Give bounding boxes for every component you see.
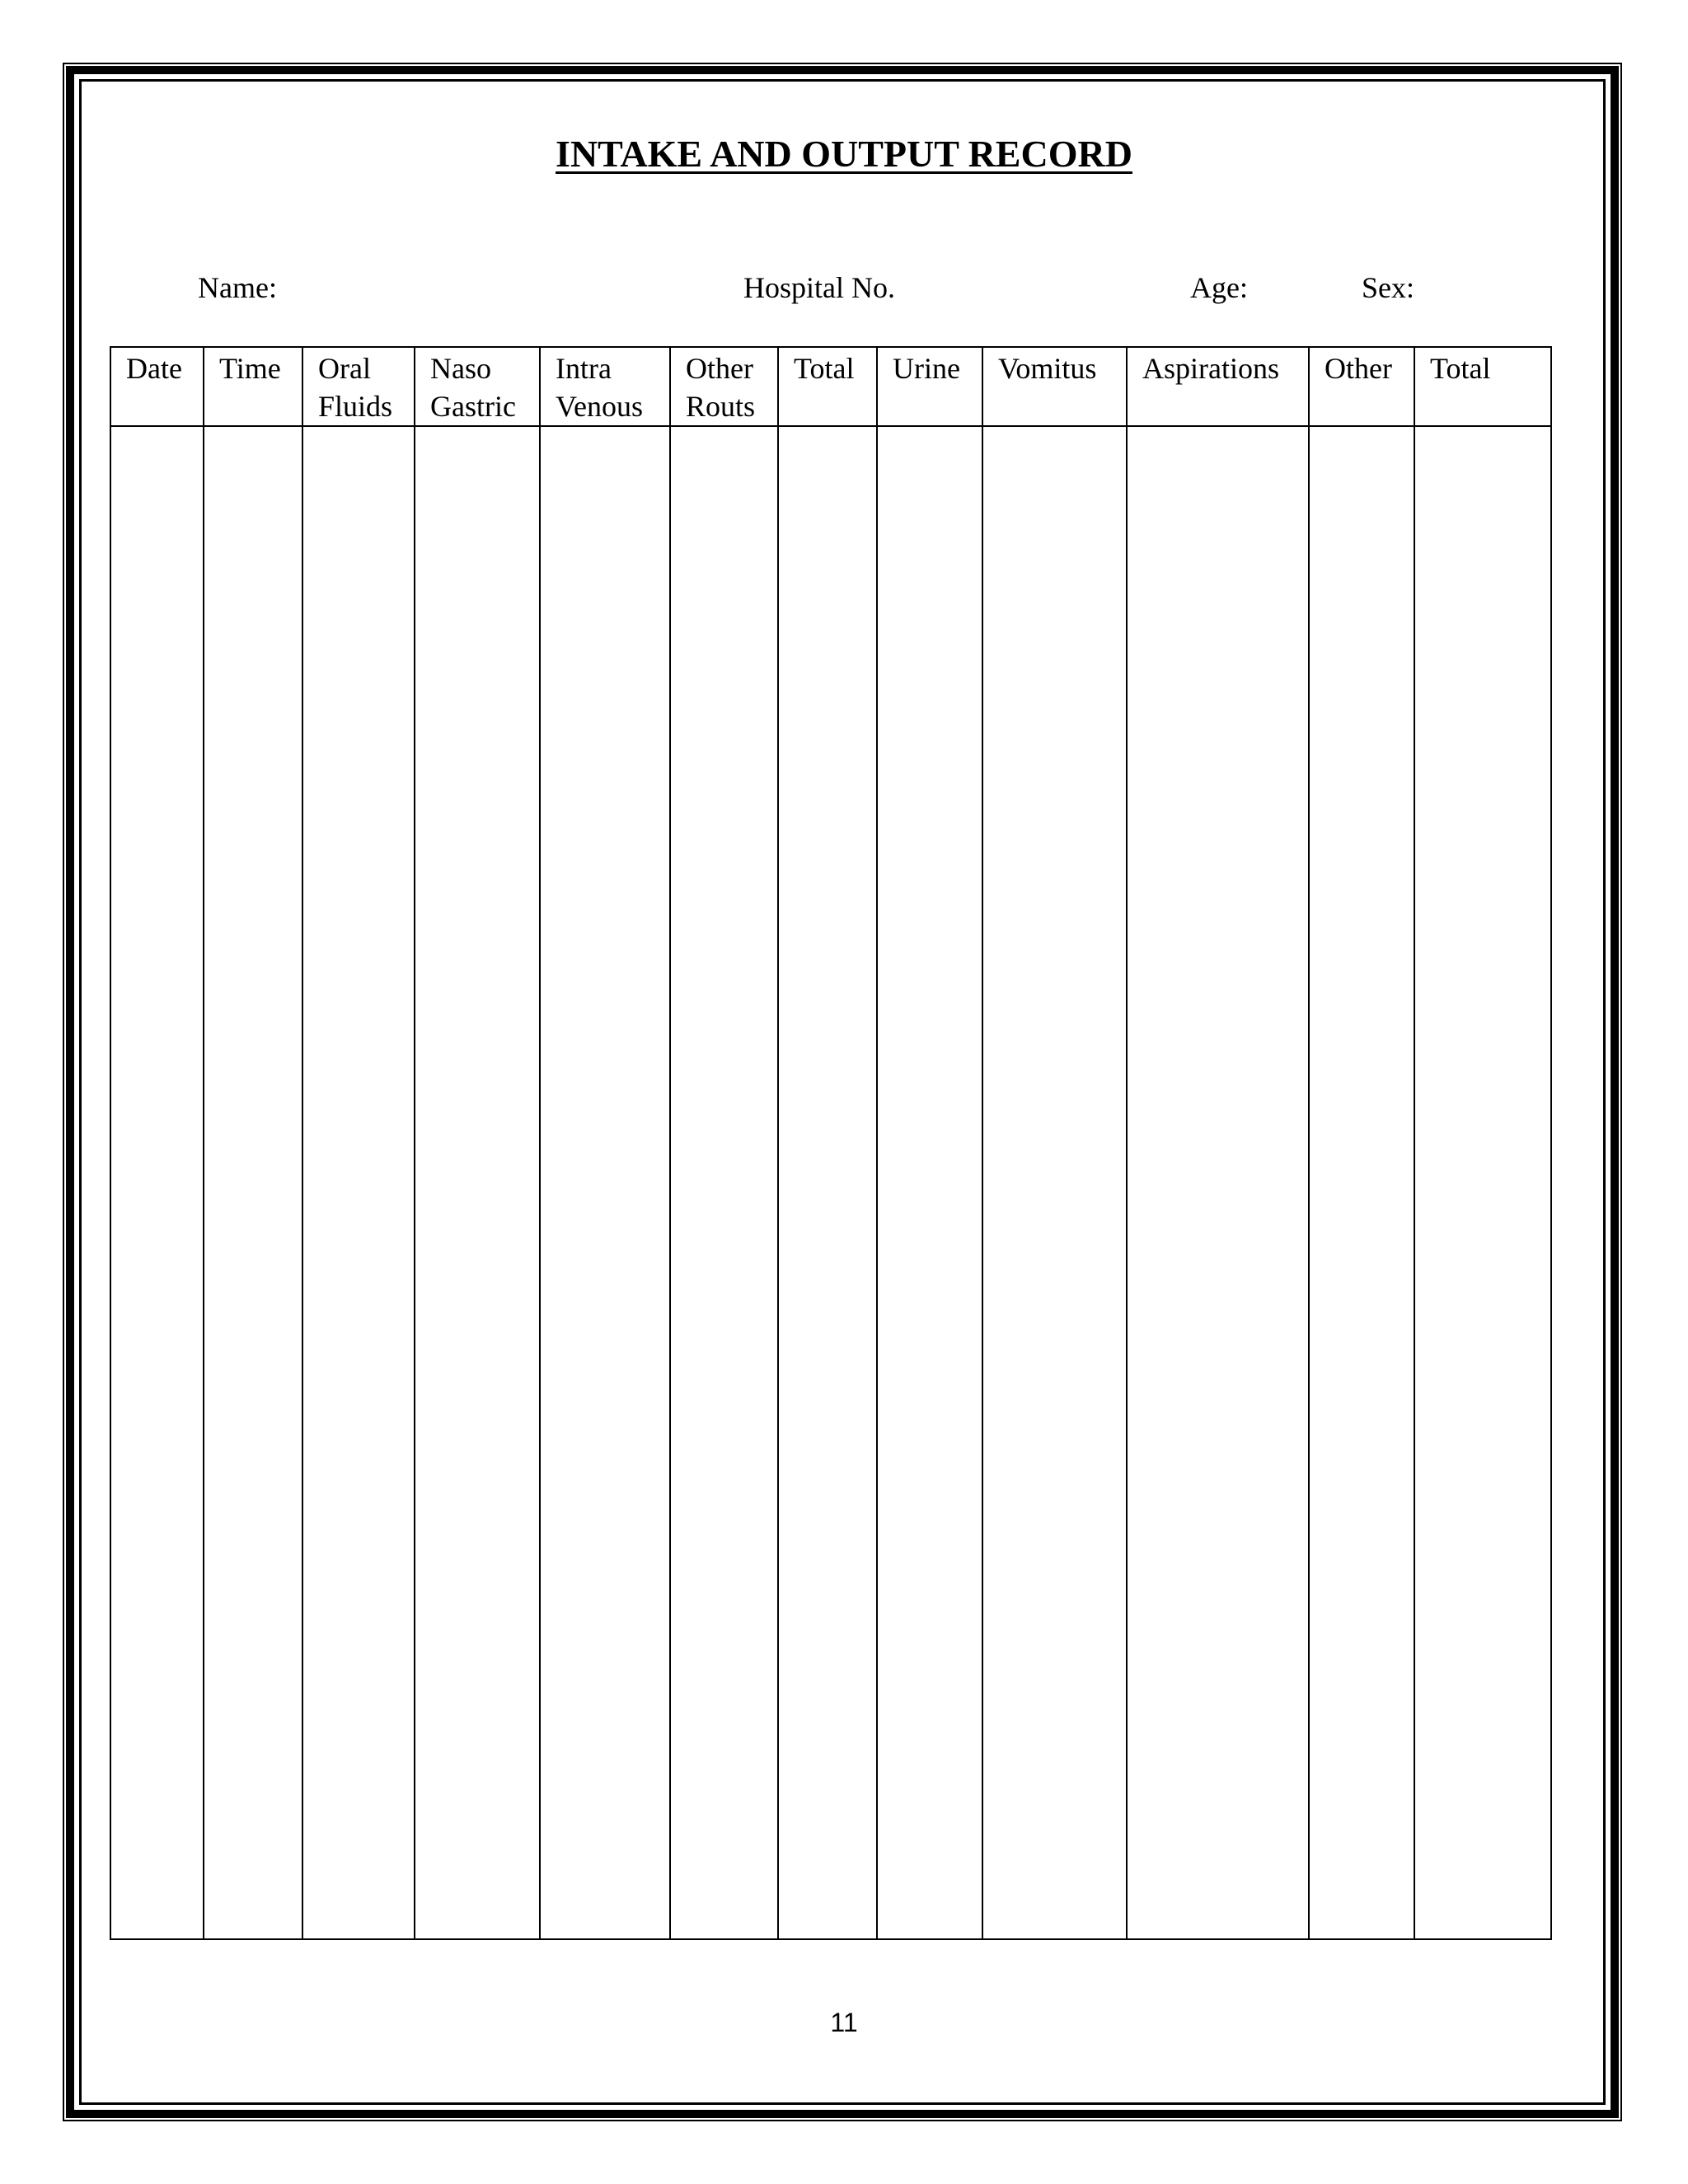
hospital-no-label: Hospital No. xyxy=(743,271,895,304)
column-header-oral-fluids: Oral Fluids xyxy=(302,347,415,426)
table-header-row xyxy=(110,347,1551,426)
column-header-other-output: Other xyxy=(1309,347,1414,426)
name-label: Name: xyxy=(198,271,277,304)
cell-intake-total[interactable] xyxy=(778,426,877,1939)
column-header-output-total: Total xyxy=(1414,347,1551,426)
cell-vomitus[interactable] xyxy=(982,426,1127,1939)
cell-other-routs[interactable] xyxy=(670,426,778,1939)
cell-urine[interactable] xyxy=(877,426,982,1939)
cell-date[interactable] xyxy=(110,426,204,1939)
column-header-intra-venous: Intra Venous xyxy=(540,347,670,426)
age-label: Age: xyxy=(1190,271,1248,304)
cell-naso-gastric[interactable] xyxy=(415,426,540,1939)
cell-output-total[interactable] xyxy=(1414,426,1551,1939)
table-row xyxy=(110,426,1551,1939)
intake-output-table xyxy=(110,346,1552,1940)
cell-oral-fluids[interactable] xyxy=(302,426,415,1939)
column-header-other-routs: Other Routs xyxy=(670,347,778,426)
column-header-vomitus: Vomitus xyxy=(982,347,1127,426)
cell-aspirations[interactable] xyxy=(1127,426,1309,1939)
column-header-aspirations: Aspirations xyxy=(1127,347,1309,426)
sex-label: Sex: xyxy=(1362,271,1415,304)
column-header-naso-gastric: Naso Gastric xyxy=(415,347,540,426)
column-header-urine: Urine xyxy=(877,347,982,426)
page-number: 11 xyxy=(830,2008,858,2037)
cell-other-output[interactable] xyxy=(1309,426,1414,1939)
column-header-intake-total: Total xyxy=(778,347,877,426)
cell-time[interactable] xyxy=(204,426,302,1939)
column-header-time: Time xyxy=(204,347,302,426)
cell-intra-venous[interactable] xyxy=(540,426,670,1939)
page-title: INTAKE AND OUTPUT RECORD xyxy=(556,133,1132,175)
column-header-date: Date xyxy=(110,347,204,426)
